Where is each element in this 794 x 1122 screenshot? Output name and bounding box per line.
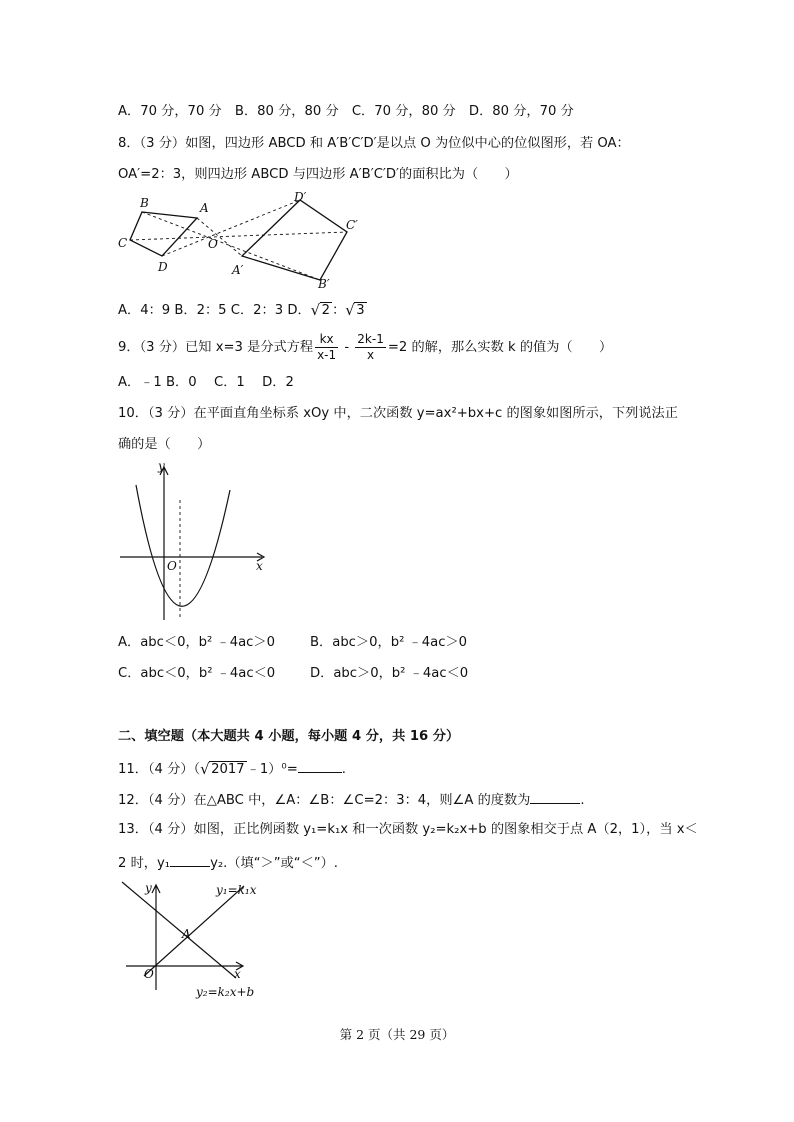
- label-y: y: [145, 881, 152, 895]
- sqrt-3: √ 3: [345, 301, 365, 319]
- q11-end: .: [341, 762, 346, 777]
- label-D: D: [158, 260, 168, 274]
- sqrt-2017-value: 2017: [211, 762, 245, 777]
- label-point-a: A: [182, 927, 191, 941]
- q7-options: A．70 分，70 分 B．80 分，80 分 C．70 分，80 分 D．80 分，70 分: [118, 104, 574, 119]
- q13-answer-blank[interactable]: [170, 853, 210, 867]
- q10-line2: 确的是（ ）: [118, 437, 211, 452]
- q10-option-a: A．abc＜0，b² ﹣4ac＞0: [118, 635, 276, 650]
- label-A: A: [200, 201, 209, 215]
- label-origin: O: [167, 559, 177, 573]
- q11-answer-blank[interactable]: [298, 759, 342, 773]
- quad-apbpcpdp: [242, 200, 347, 280]
- label-B: B: [140, 196, 149, 210]
- q10-option-d: D．abc＞0，b² ﹣4ac＜0: [310, 666, 469, 681]
- q11-suffix: ﹣1）⁰=: [246, 762, 298, 777]
- q8-line1: 8．（3 分）如图，四边形 ABCD 和 A′B′C′D′是以点 O 为位似中心的位似图形，若 OA：: [118, 136, 630, 151]
- q13-line1: 13．（4 分）如图，正比例函数 y₁=k₁x 和一次函数 y₂=k₂x+b 的图象相交于点 A（2，1），当 x＜: [118, 822, 698, 837]
- label-x: x: [256, 559, 263, 573]
- q9-suffix: =2 的解，那么实数 k 的值为（ ）: [387, 340, 613, 355]
- label-Cp: C′: [346, 218, 358, 232]
- q9-f2-den: x: [367, 347, 375, 362]
- page-footer: 第 2 页（共 29 页）: [339, 1027, 455, 1042]
- parabola: [136, 485, 230, 606]
- q9-line: [118, 330, 612, 366]
- section-heading: 二、填空题（本大题共 4 小题，每小题 4 分，共 16 分）: [118, 729, 460, 744]
- q8-line2: OA′=2：3，则四边形 ABCD 与四边形 A′B′C′D′的面积比为（ ）: [118, 167, 518, 182]
- q12-end: .: [580, 793, 585, 808]
- label-y: y: [158, 460, 165, 473]
- q9-fraction-2: [355, 332, 386, 363]
- q8-colon: ：: [332, 303, 346, 318]
- q11-line: [118, 759, 346, 779]
- q10-option-c: C．abc＜0，b² ﹣4ac＜0: [118, 666, 276, 681]
- label-y2-eq: y₂=k₂x+b: [196, 985, 255, 999]
- sqrt-2017: √ 2017: [200, 760, 245, 778]
- q10-parabola-figure: [112, 460, 282, 630]
- label-Bp: B′: [318, 277, 330, 291]
- q13-line2: [118, 853, 338, 873]
- sqrt-2-value: 2: [321, 303, 331, 318]
- q8-figure: [112, 192, 372, 292]
- q10-option-b: B．abc＞0，b² ﹣4ac＞0: [310, 635, 468, 650]
- label-y1-eq: y₁=k₁x: [216, 883, 257, 897]
- q10-line1: 10．（3 分）在平面直角坐标系 xOy 中，二次函数 y=ax²+bx+c 的图象如图所示，下列说法正: [118, 406, 678, 421]
- q12-answer-blank[interactable]: [530, 790, 580, 804]
- q11-prefix: 11．（4 分）（: [118, 762, 201, 777]
- q9-prefix: 9．（3 分）已知 x=3 是分式方程: [118, 340, 314, 355]
- q9-f2-num: 2k-1: [357, 331, 384, 346]
- q9-f1-num: kx: [315, 332, 338, 348]
- q9-options: A．﹣1 B．0 C．1 D．2: [118, 375, 294, 390]
- q9-fraction-1: [315, 332, 338, 363]
- q12-text: 12．（4 分）在△ABC 中，∠A：∠B：∠C=2：3：4，则∠A 的度数为: [118, 793, 531, 808]
- label-x: x: [234, 967, 241, 981]
- quad-abcd: [130, 212, 197, 256]
- sqrt-3-value: 3: [356, 303, 365, 318]
- q12-line: [118, 790, 585, 810]
- label-C: C: [118, 236, 128, 250]
- q8-options: [118, 302, 367, 320]
- q9-f1-den: x-1: [317, 347, 337, 362]
- q13-linear-figure: [112, 878, 282, 1008]
- q9-minus: -: [340, 340, 354, 355]
- q8-options-text: A．4：9 B．2：5 C．2：3 D．: [118, 303, 311, 318]
- q13-line2b: y₂.（填“＞”或“＜”）.: [210, 856, 338, 871]
- sqrt-2: √ 2: [310, 301, 331, 319]
- label-Ap: A′: [232, 263, 244, 277]
- q13-line2a: 2 时，y₁: [118, 856, 171, 871]
- label-Dp: D′: [294, 192, 307, 204]
- label-origin: O: [144, 967, 154, 981]
- line-y1: [144, 886, 244, 976]
- label-O: O: [208, 237, 218, 251]
